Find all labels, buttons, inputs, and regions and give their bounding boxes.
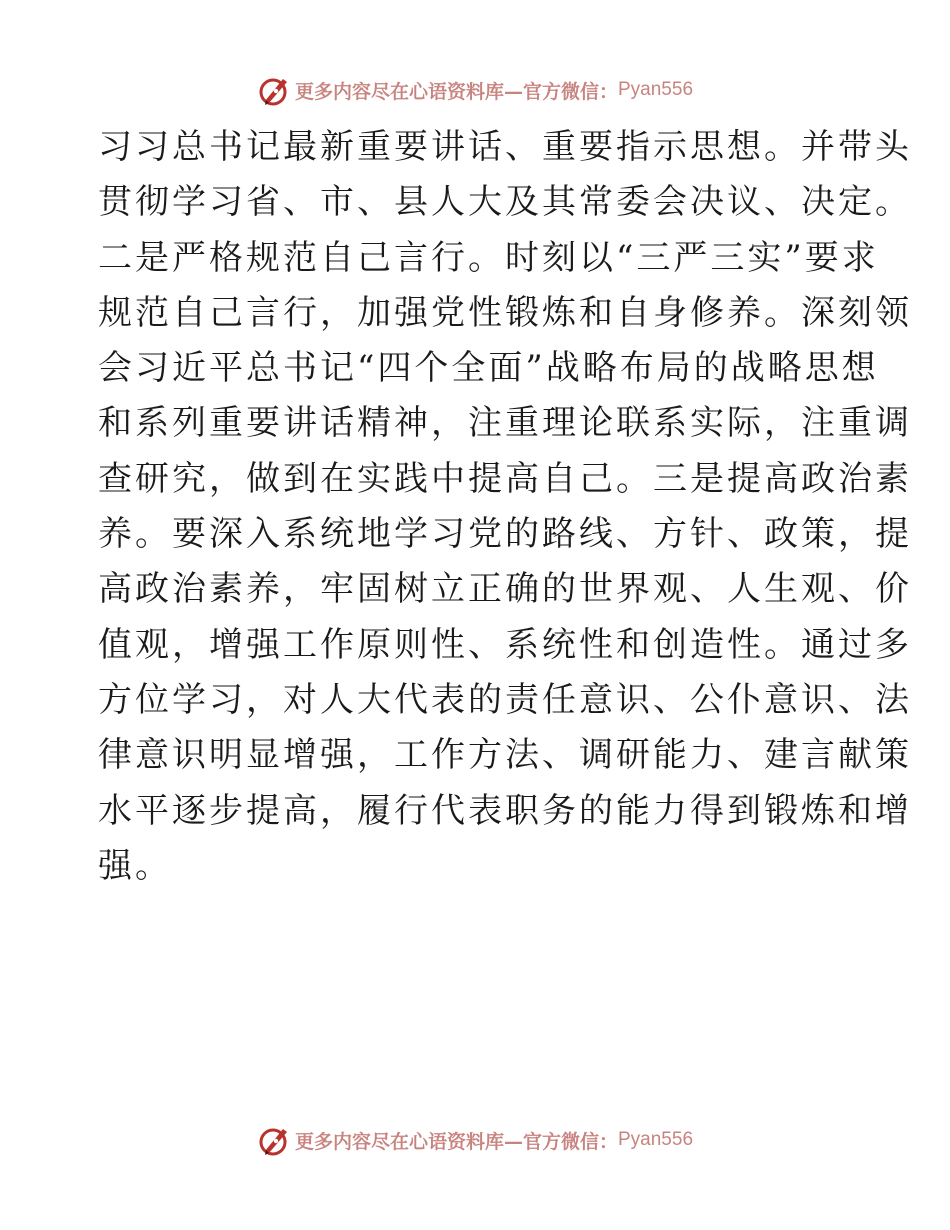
- body-line: 规范自己言行，加强党性锻炼和自身修养。深刻领: [98, 292, 912, 333]
- body-line: 养。要深入系统地学习党的路线、方针、政策，提: [98, 514, 912, 555]
- body-line: 值观，增强工作原则性、系统性和创造性。通过多: [98, 624, 912, 665]
- body-line: 习习总书记最新重要讲话、重要指示思想。并带头: [98, 127, 912, 167]
- footer-contact-id: Pyan556: [618, 1129, 694, 1150]
- body-line: 高政治素养，牢固树立正确的世界观、人生观、价: [98, 569, 912, 610]
- body-line: 二是严格规范自己言行。时刻以“三严三实”要求: [98, 237, 879, 278]
- header-contact-id: Pyan556: [618, 79, 694, 100]
- body-line: 律意识明显增强，工作方法、调研能力、建言献策: [98, 735, 912, 776]
- header-banner: [0, 72, 950, 108]
- footer-brand-text: 更多内容尽在心语资料库—官方微信：: [294, 1130, 618, 1153]
- quill-pen-logo-icon: [257, 1123, 291, 1157]
- document-body: [98, 120, 912, 894]
- body-line: 会习近平总书记“四个全面”战略布局的战略思想: [98, 348, 879, 389]
- footer-banner: [0, 1122, 950, 1158]
- body-line: 和系列重要讲话精神，注重理论联系实际，注重调: [98, 403, 912, 444]
- header-brand-text: 更多内容尽在心语资料库—官方微信：: [294, 80, 618, 103]
- body-line: 查研究，做到在实践中提高自己。三是提高政治素: [98, 458, 912, 499]
- quill-pen-logo-icon: [257, 73, 291, 107]
- body-line: 贯彻学习省、市、县人大及其常委会决议、决定。: [98, 182, 912, 223]
- body-line: 水平逐步提高，履行代表职务的能力得到锻炼和增: [98, 790, 912, 831]
- body-line: 方位学习，对人大代表的责任意识、公仆意识、法: [98, 679, 912, 720]
- body-line: 强。: [98, 845, 172, 886]
